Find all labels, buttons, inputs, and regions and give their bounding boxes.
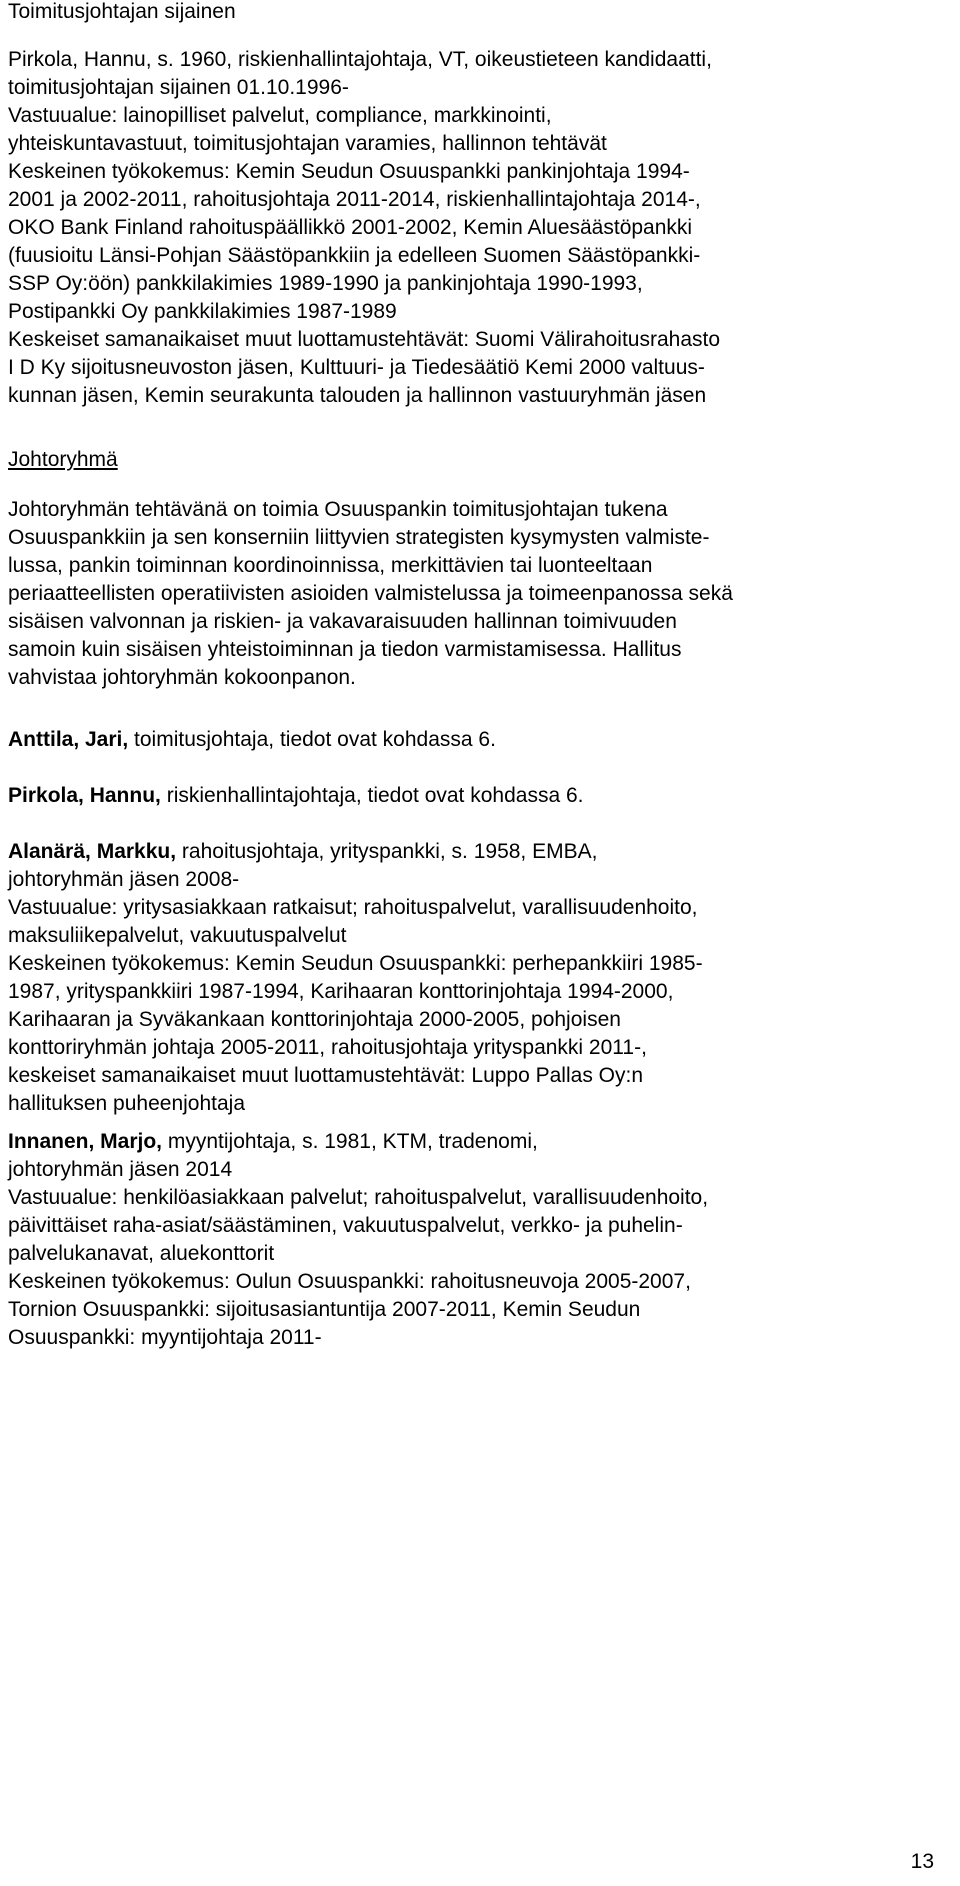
member-line: palvelukanavat, aluekonttorit [8, 1242, 275, 1265]
member-line: Anttila, Jari, toimitusjohtaja, tiedot ovat kohdassa 6. [8, 728, 496, 751]
member-line: maksuliikepalvelut, vakuutuspalvelut [8, 924, 347, 947]
intro-line-3: periaatteellisten operatiivisten asioiden valmistelussa ja toimeenpanossa sekä [8, 582, 733, 605]
intro-line-0: Johtoryhmän tehtävänä on toimia Osuuspankin toimitusjohtajan tukena [8, 498, 668, 521]
member-name: Pirkola, Hannu, [8, 784, 161, 807]
ceo-deputy-line-5: 2001 ja 2002-2011, rahoitusjohtaja 2011-2014, riskienhallintajohtaja 2014-, [8, 188, 701, 211]
member-line: Innanen, Marjo, myyntijohtaja, s. 1981, KTM, tradenomi, [8, 1130, 538, 1153]
intro-line-6: vahvistaa johtoryhmän kokoonpanon. [8, 666, 356, 689]
ceo-deputy-line-3: yhteiskuntavastuut, toimitusjohtajan varamies, hallinnon tehtävät [8, 132, 607, 155]
intro-line-5: samoin kuin sisäisen yhteistoiminnan ja tiedon varmistamisessa. Hallitus [8, 638, 682, 661]
member-anttila [8, 726, 496, 754]
member-name: Innanen, Marjo, [8, 1130, 163, 1153]
member-line: Karihaaran ja Syväkankaan konttorinjohtaja 2000-2005, pohjoisen [8, 1008, 621, 1031]
ceo-deputy-line-12: kunnan jäsen, Kemin seurakunta talouden ja hallinnon vastuuryhmän jäsen [8, 384, 707, 407]
member-name: Anttila, Jari, [8, 728, 129, 751]
ceo-deputy-line-11: I D Ky sijoitusneuvoston jäsen, Kulttuuri- ja Tiedesäätiö Kemi 2000 valtuus- [8, 356, 705, 379]
member-line: Keskeinen työkokemus: Oulun Osuuspankki: rahoitusneuvoja 2005-2007, [8, 1270, 691, 1293]
ceo-deputy-line-7: (fuusioitu Länsi-Pohjan Säästöpankkiin ja edelleen Suomen Säästöpankki- [8, 244, 701, 267]
member-line: Alanärä, Markku, rahoitusjohtaja, yrityspankki, s. 1958, EMBA, [8, 840, 598, 863]
member-line: hallituksen puheenjohtaja [8, 1092, 246, 1115]
ceo-deputy-line-0: Pirkola, Hannu, s. 1960, riskienhallintajohtaja, VT, oikeustieteen kandidaatti, [8, 48, 712, 71]
management-group-intro [8, 496, 733, 692]
member-line: Tornion Osuuspankki: sijoitusasiantuntija 2007-2011, Kemin Seudun [8, 1298, 641, 1321]
member-alanara [8, 838, 703, 1118]
member-line: Vastuualue: yritysasiakkaan ratkaisut; rahoituspalvelut, varallisuudenhoito, [8, 896, 698, 919]
section-heading-management-group: Johtoryhmä [8, 448, 118, 471]
member-pirkola [8, 782, 583, 810]
ceo-deputy-line-6: OKO Bank Finland rahoituspäällikkö 2001-2002, Kemin Aluesäästöpankki [8, 216, 693, 239]
member-line: päivittäiset raha-asiat/säästäminen, vakuutuspalvelut, verkko- ja puhelin- [8, 1214, 683, 1237]
intro-line-2: lussa, pankin toiminnan koordinoinnissa, merkittävien tai luonteeltaan [8, 554, 653, 577]
intro-line-4: sisäisen valvonnan ja riskien- ja vakavaraisuuden hallinnan toimivuuden [8, 610, 677, 633]
member-line: Pirkola, Hannu, riskienhallintajohtaja, tiedot ovat kohdassa 6. [8, 784, 584, 807]
member-line: keskeiset samanaikaiset muut luottamustehtävät: Luppo Pallas Oy:n [8, 1064, 644, 1087]
ceo-deputy-name: Pirkola, Hannu, [8, 48, 152, 71]
ceo-deputy-block [8, 46, 720, 410]
ceo-deputy-line-1: toimitusjohtajan sijainen 01.10.1996- [8, 76, 349, 99]
ceo-deputy-line-4: Keskeinen työkokemus: Kemin Seudun Osuuspankki pankinjohtaja 1994- [8, 160, 690, 183]
member-line: Osuuspankki: myyntijohtaja 2011- [8, 1326, 322, 1349]
member-line: konttoriryhmän johtaja 2005-2011, rahoitusjohtaja yrityspankki 2011-, [8, 1036, 647, 1059]
member-name: Alanärä, Markku, [8, 840, 177, 863]
member-innanen [8, 1128, 708, 1352]
ceo-deputy-line-2: Vastuualue: lainopilliset palvelut, compliance, markkinointi, [8, 104, 552, 127]
member-line: Keskeinen työkokemus: Kemin Seudun Osuuspankki: perhepankkiiri 1985- [8, 952, 703, 975]
page-number: 13 [910, 1850, 934, 1873]
member-line: johtoryhmän jäsen 2008- [8, 868, 240, 891]
intro-line-1: Osuuspankkiin ja sen konserniin liittyvien strategisten kysymysten valmiste- [8, 526, 710, 549]
ceo-deputy-line-10: Keskeiset samanaikaiset muut luottamustehtävät: Suomi Välirahoitusrahasto [8, 328, 721, 351]
ceo-deputy-line-8: SSP Oy:öön) pankkilakimies 1989-1990 ja pankinjohtaja 1990-1993, [8, 272, 643, 295]
ceo-deputy-line-9: Postipankki Oy pankkilakimies 1987-1989 [8, 300, 397, 323]
section-heading-ceo-deputy: Toimitusjohtajan sijainen [8, 0, 236, 23]
member-line: Vastuualue: henkilöasiakkaan palvelut; rahoituspalvelut, varallisuudenhoito, [8, 1186, 709, 1209]
member-line: 1987, yrityspankkiiri 1987-1994, Karihaaran konttorinjohtaja 1994-2000, [8, 980, 674, 1003]
member-line: johtoryhmän jäsen 2014 [8, 1158, 233, 1181]
